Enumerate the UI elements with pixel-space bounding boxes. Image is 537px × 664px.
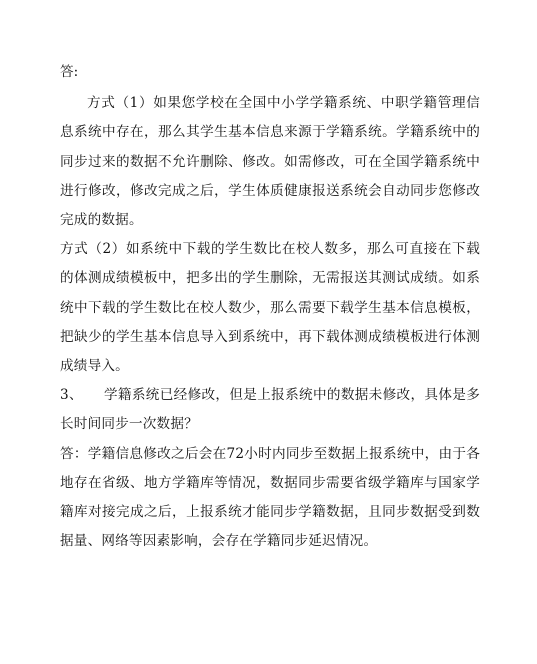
paragraph-method-1: 方式（1）如果您学校在全国中小学学籍系统、中职学籍管理信息系统中存在，那么其学生基本信息来源于学籍系统。学籍系统中的同步过来的数据不允许删除、修改。如需修改，可在全国学籍系统中进行修改，修改完成之后，学生体质健康报送系统会自动同步您修改完成的数据。: [60, 95, 480, 229]
question-3: 3、 学籍系统已经修改，但是上报系统中的数据未修改，具体是多长时间同步一次数据？: [60, 387, 480, 433]
paragraph-method-2: 方式（2）如系统中下载的学生数比在校人数多，那么可直接在下载的体测成绩模板中，把多出的学生删除，无需报送其测试成绩。如系统中下载的学生数比在校人数少，那么需要下载学生基本信息模板，把缺少的学生基本信息导入到系统中，再下载体测成绩模板进行体测成绩导入。: [60, 241, 480, 375]
answer-label: 答:: [60, 64, 79, 80]
answer-3: 答：学籍信息修改之后会在72小时内同步至数据上报系统中，由于各地存在省级、地方学籍库等情况，数据同步需要省级学籍库与国家学籍库对接完成之后，上报系统才能同步学籍数据，且同步数据受到数据量、网络等因素影响，会存在学籍同步延迟情况。: [60, 445, 480, 550]
document-content: [60, 58, 480, 556]
